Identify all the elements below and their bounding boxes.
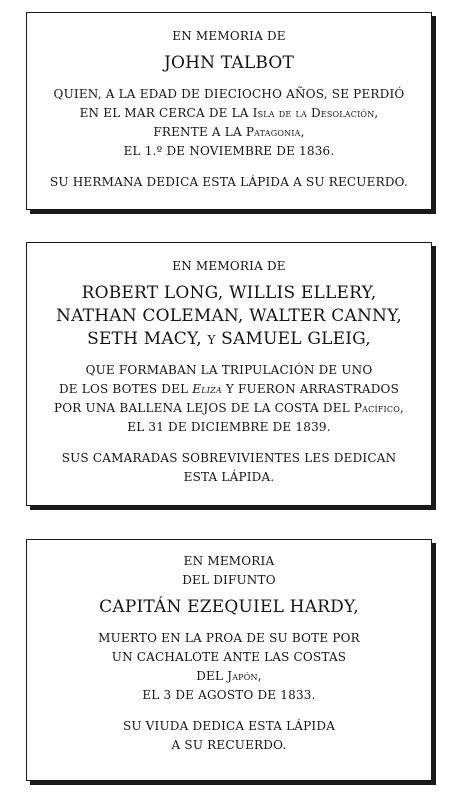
plaque-heading: EN MEMORIA xyxy=(183,554,275,568)
inscription-line: DEL Japón, xyxy=(196,669,262,683)
memorial-plaque-hardy xyxy=(26,539,432,781)
inscription-line-ship: DE LOS BOTES DEL Eliza Y FUERON ARRASTRADOS xyxy=(58,382,399,396)
dedication-line: ESTA LÁPIDA. xyxy=(183,470,275,484)
honoree-names: SETH MACY, y SAMUEL GLEIG, xyxy=(87,329,371,349)
inscription-line: QUE FORMABAN LA TRIPULACIÓN DE UNO xyxy=(85,363,373,377)
honoree-name: JOHN TALBOT xyxy=(163,53,295,73)
plaque-heading: EN MEMORIA DE xyxy=(172,259,286,273)
memorial-plaque-eliza-crew xyxy=(26,242,432,506)
dedication-line: SU HERMANA DEDICA ESTA LÁPIDA A SU RECUERDO. xyxy=(50,175,408,189)
honoree-names: NATHAN COLEMAN, WALTER CANNY, xyxy=(56,306,402,326)
inscription-line: QUIEN, A LA EDAD DE DIECIOCHO AÑOS, SE PERDIÓ xyxy=(53,87,405,101)
inscription-line: FRENTE A LA Patagonia, xyxy=(153,125,305,139)
plaque-heading: EN MEMORIA DE xyxy=(172,29,286,43)
inscription-date: EL 3 DE AGOSTO DE 1833. xyxy=(142,688,316,702)
inscription-line: MUERTO EN LA PROA DE SU BOTE POR xyxy=(98,631,360,645)
inscription-date: EL 1.º DE NOVIEMBRE DE 1836. xyxy=(123,144,335,158)
dedication-line: SUS CAMARADAS SOBREVIVIENTES LES DEDICAN xyxy=(61,451,397,465)
plaque-heading: DEL DIFUNTO xyxy=(182,573,276,587)
dedication-line: A SU RECUERDO. xyxy=(171,738,287,752)
memorial-plaque-talbot xyxy=(26,12,432,210)
inscription-line: POR UNA BALLENA LEJOS DE LA COSTA DEL Pacífico, xyxy=(53,401,405,415)
inscription-line: UN CACHALOTE ANTE LAS COSTAS xyxy=(111,650,347,664)
dedication-line: SU VIUDA DEDICA ESTA LÁPIDA xyxy=(122,719,336,733)
inscription-date: EL 31 DE DICIEMBRE DE 1839. xyxy=(127,420,331,434)
honoree-names: ROBERT LONG, WILLIS ELLERY, xyxy=(81,283,377,303)
honoree-name: CAPITÁN EZEQUIEL HARDY, xyxy=(99,597,359,617)
inscription-line: EN EL MAR CERCA DE LA Isla de la Desolación, xyxy=(79,106,379,120)
ship-name: Eliza xyxy=(192,382,222,396)
